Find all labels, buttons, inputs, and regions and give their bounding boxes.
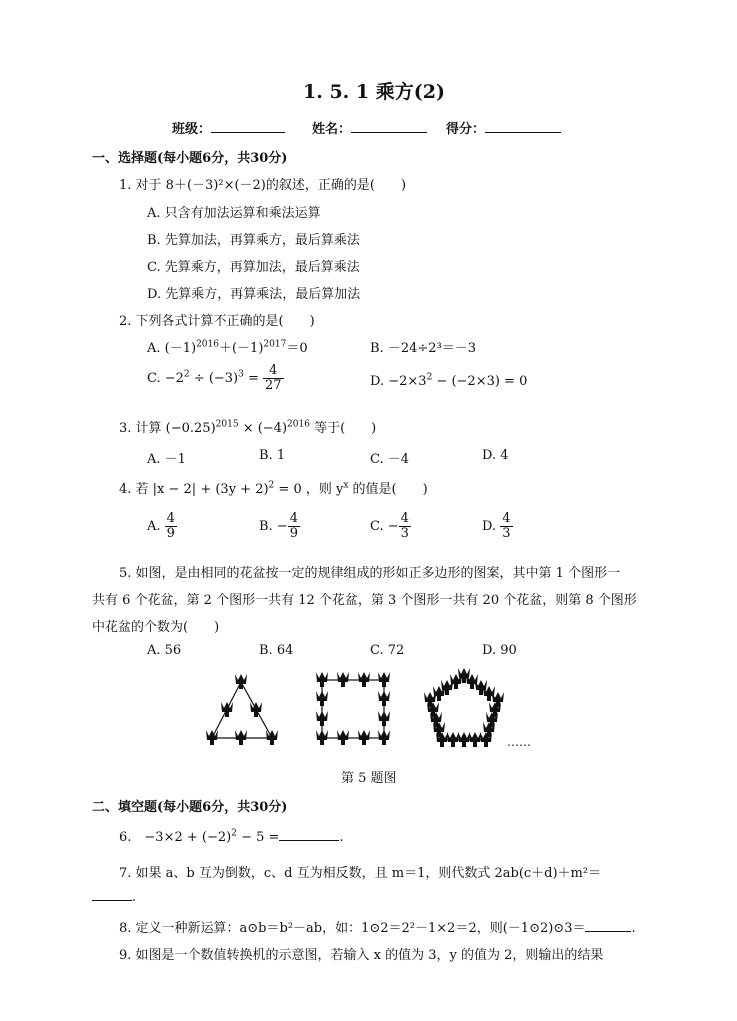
q2-c-eq: = bbox=[243, 371, 264, 386]
q5-pentagon-figure bbox=[424, 668, 504, 747]
score-label: 得分： bbox=[446, 122, 486, 137]
q4-option-c bbox=[370, 512, 411, 541]
q2-c-fraction bbox=[263, 364, 284, 393]
q2-c-den: 27 bbox=[265, 378, 282, 393]
q3-part2: × (−4) bbox=[238, 421, 288, 436]
q4-b-label: B. − bbox=[259, 519, 288, 534]
q4-b-fraction bbox=[288, 512, 300, 541]
q4-d-den: 3 bbox=[502, 526, 511, 541]
q4-c-den: 3 bbox=[400, 526, 409, 541]
q5-figure bbox=[200, 668, 540, 758]
score-field bbox=[446, 118, 561, 137]
q4-a-num: 4 bbox=[166, 511, 175, 526]
class-field bbox=[172, 118, 285, 137]
q3-exp2: 2016 bbox=[287, 419, 310, 430]
page-title: 1. 5. 1 乘方(2) bbox=[303, 81, 445, 103]
q8 bbox=[119, 917, 636, 936]
score-blank[interactable] bbox=[485, 119, 561, 133]
q4-part: 4. 若 |x − 2| + (3y + 2) bbox=[119, 482, 269, 497]
q4-a-label: A. bbox=[147, 519, 161, 534]
q8-answer-blank[interactable] bbox=[585, 918, 631, 932]
q5-line-1: 5. 如图，是由相同的花盆按一定的规律组成的形如正多边形的图案，其中第 1 个图形一 bbox=[119, 566, 621, 581]
q5-option-b: B. 64 bbox=[259, 643, 294, 658]
q5-option-d: D. 90 bbox=[482, 643, 517, 658]
q4-exp1: 2 bbox=[268, 480, 275, 491]
q4-part3: 的值是( ) bbox=[348, 482, 428, 497]
q7-end: . bbox=[132, 890, 137, 905]
name-blank[interactable] bbox=[351, 119, 427, 133]
q3-stem bbox=[119, 417, 376, 436]
q2-a-exp1: 2016 bbox=[196, 339, 219, 350]
q2-a-part: A. (－1) bbox=[147, 341, 197, 356]
q8-end: . bbox=[631, 921, 636, 936]
class-blank[interactable] bbox=[211, 119, 285, 133]
q3-option-c: C. －4 bbox=[370, 452, 410, 467]
q5-triangle-figure bbox=[206, 674, 278, 745]
section2-heading: 二、填空题(每小题6分，共30分) bbox=[92, 800, 288, 815]
q2-c-exp2: 3 bbox=[238, 369, 244, 380]
q7-line-1: 7. 如果 a、b 互为倒数，c、d 互为相反数，且 m＝1，则代数式 2ab(c＋d)＋m²＝ bbox=[119, 866, 602, 881]
q8-text: 8. 定义一种新运算：a⊙b＝b²－ab，如：1⊙2＝2²－1×2＝2，则(－1⊙2)⊙3＝ bbox=[119, 921, 586, 936]
q6 bbox=[119, 826, 344, 845]
q2-option-d bbox=[370, 374, 527, 389]
q9: 9. 如图是一个数值转换机的示意图，若输入 x 的值为 3，y 的值为 2，则输出的结果 bbox=[119, 948, 604, 963]
q2-c-part: C. −2 bbox=[147, 371, 184, 386]
q3-option-a: A. －1 bbox=[147, 452, 186, 467]
q2-d-part2: − (−2×3) = 0 bbox=[432, 374, 528, 389]
q2-stem: 2. 下列各式计算不正确的是( ) bbox=[119, 314, 315, 329]
q4-d-label: D. bbox=[482, 519, 497, 534]
name-field bbox=[312, 118, 427, 137]
q4-c-num: 4 bbox=[400, 511, 409, 526]
q5-option-a: A. 56 bbox=[147, 643, 182, 658]
section1-heading: 一、选择题(每小题6分，共30分) bbox=[92, 151, 288, 166]
q5-caption: 第 5 题图 bbox=[341, 771, 397, 786]
q4-d-fraction bbox=[500, 512, 512, 541]
q4-option-a bbox=[147, 512, 177, 541]
q2-a-part2: ＋(－1) bbox=[218, 341, 264, 356]
q2-a-exp2: 2017 bbox=[263, 339, 287, 350]
q1-option-b: B. 先算加法，再算乘方，最后算乘法 bbox=[147, 233, 360, 248]
q4-b-den: 9 bbox=[289, 526, 298, 541]
q3-option-d: D. 4 bbox=[482, 448, 509, 463]
q2-d-part: D. −2×3 bbox=[370, 374, 427, 389]
class-label: 班级： bbox=[172, 122, 212, 137]
q2-option-c bbox=[147, 364, 284, 393]
q3-exp1: 2015 bbox=[215, 419, 239, 430]
q3-part: 3. 计算 (−0.25) bbox=[119, 421, 216, 436]
q6-exp: 2 bbox=[231, 828, 237, 839]
q4-part2: = 0 ，则 y bbox=[274, 482, 344, 497]
q4-option-d bbox=[482, 512, 513, 541]
q6-end: . bbox=[339, 830, 344, 845]
q5-option-c: C. 72 bbox=[370, 643, 405, 658]
q4-a-den: 9 bbox=[166, 526, 175, 541]
q1-option-a: A. 只含有加法运算和乘法运算 bbox=[147, 206, 321, 221]
q1-stem: 1. 对于 8＋(－3)²×(－2)的叙述，正确的是( ) bbox=[119, 178, 407, 193]
q1-option-c: C. 先算乘方，再算加法，最后算乘法 bbox=[147, 260, 360, 275]
q2-option-b: B. －24÷2³＝－3 bbox=[370, 341, 477, 356]
q2-option-a bbox=[147, 337, 308, 356]
q3-option-b: B. 1 bbox=[259, 448, 286, 463]
q2-c-num: 4 bbox=[263, 364, 284, 379]
name-label: 姓名： bbox=[312, 122, 352, 137]
q4-b-num: 4 bbox=[289, 511, 298, 526]
q4-c-fraction bbox=[399, 512, 411, 541]
q4-option-b bbox=[259, 512, 300, 541]
q6-answer-blank[interactable] bbox=[279, 827, 339, 841]
q7-line-2 bbox=[92, 887, 136, 905]
q6-part2: − 5 = bbox=[236, 830, 280, 845]
q5-line-3: 中花盆的个数为( ) bbox=[92, 620, 220, 635]
q2-c-part2: ÷ (−3) bbox=[189, 371, 239, 386]
q2-c-exp1: 2 bbox=[183, 369, 190, 380]
q2-d-exp: 2 bbox=[426, 372, 433, 383]
q6-part: 6. −3×2 + (−2) bbox=[119, 830, 232, 845]
q2-a-part3: ＝0 bbox=[286, 341, 308, 356]
q4-d-num: 4 bbox=[502, 511, 511, 526]
q7-answer-blank[interactable] bbox=[92, 887, 132, 901]
q4-exp2: x bbox=[343, 480, 349, 491]
q5-ellipsis: …… bbox=[507, 735, 531, 749]
q5-square-figure bbox=[316, 672, 390, 745]
q1-option-d: D. 先算乘方，再算乘法，最后算加法 bbox=[147, 287, 361, 302]
q5-line-2: 共有 6 个花盆，第 2 个图形一共有 12 个花盆，第 3 个图形一共有 20 个花盆，则第 8 个图形 bbox=[92, 593, 637, 608]
q4-c-label: C. − bbox=[370, 519, 399, 534]
q3-part3: 等于( ) bbox=[309, 421, 377, 436]
q4-stem bbox=[119, 478, 428, 497]
q4-a-fraction bbox=[165, 512, 177, 541]
